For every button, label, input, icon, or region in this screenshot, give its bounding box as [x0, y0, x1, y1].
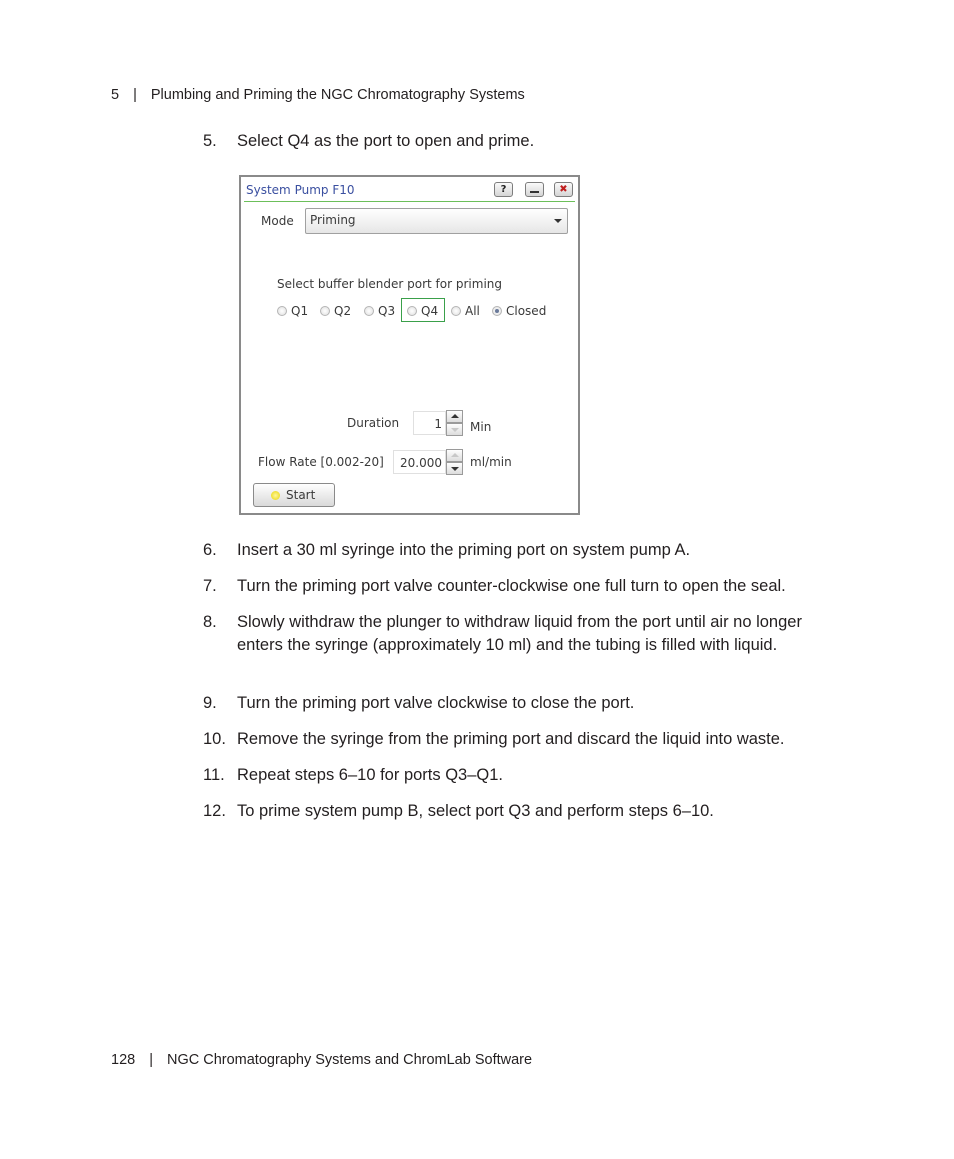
close-button[interactable]	[554, 182, 573, 197]
duration-label: Duration	[347, 416, 400, 430]
running-footer	[111, 1052, 532, 1068]
step-text: Insert a 30 ml syringe into the priming port on system pump A.	[237, 541, 691, 559]
flow-rate-unit: ml/min	[470, 455, 512, 469]
step-5	[203, 130, 843, 153]
start-icon	[271, 491, 280, 500]
mode-select[interactable]	[305, 208, 568, 234]
radio-label: Q2	[334, 304, 352, 318]
radio-all[interactable]	[451, 302, 480, 320]
header-separator: |	[133, 87, 137, 103]
start-label: Start	[286, 488, 316, 502]
port-prompt: Select buffer blender port for priming	[277, 277, 502, 291]
flow-rate-decrement-button[interactable]	[446, 462, 463, 475]
step-text: Turn the priming port valve counter-clockwise one full turn to open the seal.	[237, 577, 786, 595]
step-text: To prime system pump B, select port Q3 and perform steps 6–10.	[237, 802, 714, 820]
footer-separator: |	[149, 1052, 153, 1068]
step-6	[203, 539, 843, 562]
radio-icon	[451, 306, 461, 316]
step-text: Select Q4 as the port to open and prime.	[237, 132, 535, 150]
radio-icon	[277, 306, 287, 316]
flow-rate-stepper	[446, 449, 463, 475]
chevron-down-icon	[554, 219, 562, 223]
radio-selected-icon	[492, 306, 502, 316]
close-icon: ✖	[559, 184, 568, 195]
flow-rate-input[interactable]: 20.000	[393, 450, 446, 474]
radio-label: All	[465, 304, 480, 318]
book-title: NGC Chromatography Systems and ChromLab Software	[166, 1052, 533, 1068]
radio-q2[interactable]	[320, 302, 351, 320]
dialog-title: System Pump F10	[246, 183, 355, 197]
radio-q1[interactable]	[277, 302, 308, 320]
step-10	[203, 728, 843, 751]
step-number: 7.	[203, 577, 217, 595]
duration-input[interactable]: 1	[413, 411, 446, 435]
flow-rate-label: Flow Rate [0.002-20]	[258, 455, 384, 469]
step-12	[203, 800, 843, 823]
radio-closed[interactable]	[492, 302, 546, 320]
step-text: Repeat steps 6–10 for ports Q3–Q1.	[237, 766, 503, 784]
radio-q4[interactable]	[407, 302, 438, 320]
step-9	[203, 692, 843, 715]
radio-label: Closed	[506, 304, 547, 318]
step-11	[203, 764, 843, 787]
duration-increment-button[interactable]	[446, 410, 463, 423]
duration-unit: Min	[470, 420, 492, 434]
radio-label: Q1	[291, 304, 309, 318]
help-button[interactable]: ?	[494, 182, 513, 197]
radio-icon	[320, 306, 330, 316]
duration-decrement-button[interactable]	[446, 423, 463, 436]
step-number: 9.	[203, 694, 217, 712]
radio-icon	[364, 306, 374, 316]
step-number: 11.	[203, 766, 225, 784]
radio-icon	[407, 306, 417, 316]
start-button[interactable]	[253, 483, 335, 507]
step-number: 6.	[203, 541, 217, 559]
system-pump-dialog	[239, 175, 580, 515]
running-header	[111, 87, 525, 103]
chapter-title: Plumbing and Priming the NGC Chromatography Systems	[150, 87, 525, 103]
step-number: 5.	[203, 132, 217, 150]
radio-q3[interactable]	[364, 302, 395, 320]
step-text: Turn the priming port valve clockwise to close the port.	[237, 694, 635, 712]
title-divider	[244, 201, 575, 202]
step-number: 8.	[203, 613, 217, 631]
minimize-icon	[530, 191, 539, 193]
duration-stepper	[446, 410, 463, 436]
mode-value: Priming	[310, 213, 356, 227]
step-8	[203, 611, 843, 656]
minimize-button[interactable]	[525, 182, 544, 197]
radio-label: Q4	[421, 304, 439, 318]
radio-label: Q3	[378, 304, 396, 318]
step-7	[203, 575, 843, 598]
mode-label: Mode	[261, 214, 294, 228]
step-text: Slowly withdraw the plunger to withdraw liquid from the port until air no longer enters the syringe (approximately 10 ml) and the tubing is filled with liquid.	[237, 613, 802, 654]
flow-rate-increment-button[interactable]	[446, 449, 463, 462]
step-number: 12.	[203, 802, 226, 820]
step-number: 10.	[203, 730, 226, 748]
page-number: 128	[111, 1052, 136, 1068]
chapter-number: 5	[111, 87, 120, 103]
step-text: Remove the syringe from the priming port and discard the liquid into waste.	[237, 730, 785, 748]
